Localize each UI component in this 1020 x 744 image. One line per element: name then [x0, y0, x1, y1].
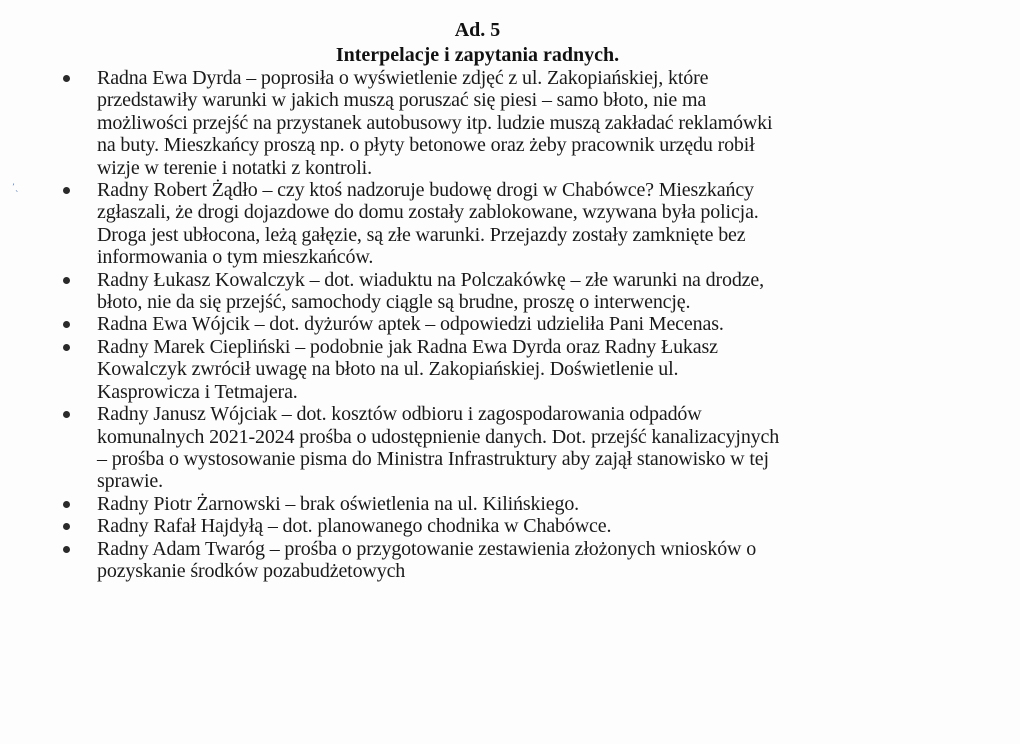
item-line: możliwości przejść na przystanek autobusowy itp. ludzie muszą zakładać reklamówki — [97, 111, 773, 134]
list-item — [60, 538, 940, 583]
item-line: Radny Rafał Hajdyłą – dot. planowanego chodnika w Chabówce. — [97, 515, 612, 538]
item-line: pozyskanie środków pozabudżetowych — [97, 559, 406, 582]
list-item — [60, 67, 940, 179]
scan-margin-mark: ʼˎ — [12, 183, 20, 193]
list-item — [60, 493, 940, 515]
bullet-icon — [63, 321, 70, 328]
list-item — [60, 313, 940, 335]
item-line: Radna Ewa Wójcik – dot. dyżurów aptek – odpowiedzi udzieliła Pani Mecenas. — [97, 313, 724, 336]
item-line: błoto, nie da się przejść, samochody ciągle są brudne, proszę o interwencję. — [97, 291, 691, 314]
bullet-icon — [63, 75, 70, 82]
item-line: zgłaszali, że drogi dojazdowe do domu zostały zablokowane, wzywana była policja. — [97, 201, 759, 224]
bullet-icon — [63, 411, 70, 418]
item-line: przedstawiły warunki w jakich muszą poruszać się piesi – samo błoto, nie ma — [97, 89, 707, 112]
item-line: Radny Piotr Żarnowski – brak oświetlenia na ul. Kilińskiego. — [97, 492, 580, 515]
item-line: wizje w terenie i notatki z kontroli. — [97, 156, 372, 179]
item-line: komunalnych 2021-2024 prośba o udostępnienie danych. Dot. przejść kanalizacyjnych — [97, 425, 780, 448]
section-title: Interpelacje i zapytania radnych. — [335, 44, 620, 66]
list-item — [60, 336, 940, 403]
item-line: Radna Ewa Dyrda – poprosiła o wyświetlenie zdjęć z ul. Zakopiańskiej, które — [97, 67, 709, 89]
list-item — [60, 403, 940, 493]
item-line: Radny Adam Twaróg – prośba o przygotowanie zestawienia złożonych wniosków o — [97, 537, 757, 560]
bullet-icon — [63, 344, 70, 351]
section-number: Ad. 5 — [454, 19, 501, 41]
interpellations-list — [60, 67, 940, 582]
bullet-icon — [63, 546, 70, 553]
item-line: na buty. Mieszkańcy proszą np. o płyty betonowe oraz żeby pracownik urzędu robił — [97, 134, 755, 157]
item-line: Radny Janusz Wójciak – dot. kosztów odbioru i zagospodarowania odpadów — [97, 403, 702, 426]
item-line: Radny Marek Ciepliński – podobnie jak Radna Ewa Dyrda oraz Radny Łukasz — [97, 335, 718, 358]
item-line: Radny Robert Żądło – czy ktoś nadzoruje budowę drogi w Chabówce? Mieszkańcy — [97, 179, 754, 202]
bullet-icon — [63, 523, 70, 530]
list-item — [60, 269, 940, 314]
item-line: informowania o tym mieszkańców. — [97, 246, 374, 269]
item-line: Radny Łukasz Kowalczyk – dot. wiaduktu na Polczakówkę – złe warunki na drodze, — [97, 268, 764, 291]
bullet-icon — [63, 187, 70, 194]
bullet-icon — [63, 277, 70, 284]
list-item — [60, 515, 940, 537]
item-line: Droga jest ubłocona, leżą gałęzie, są złe warunki. Przejazdy zostały zamknięte bez — [97, 223, 746, 246]
item-line: Kowalczyk zwrócił uwagę na błoto na ul. Zakopiańskiej. Doświetlenie ul. — [97, 358, 679, 381]
item-line: Kasprowicza i Tetmajera. — [97, 380, 298, 403]
list-item — [60, 179, 940, 269]
item-line: sprawie. — [97, 470, 163, 493]
item-line: – prośba o wystosowanie pisma do Ministra Infrastruktury aby zajął stanowisko w tej — [97, 447, 769, 470]
bullet-icon — [63, 501, 70, 508]
